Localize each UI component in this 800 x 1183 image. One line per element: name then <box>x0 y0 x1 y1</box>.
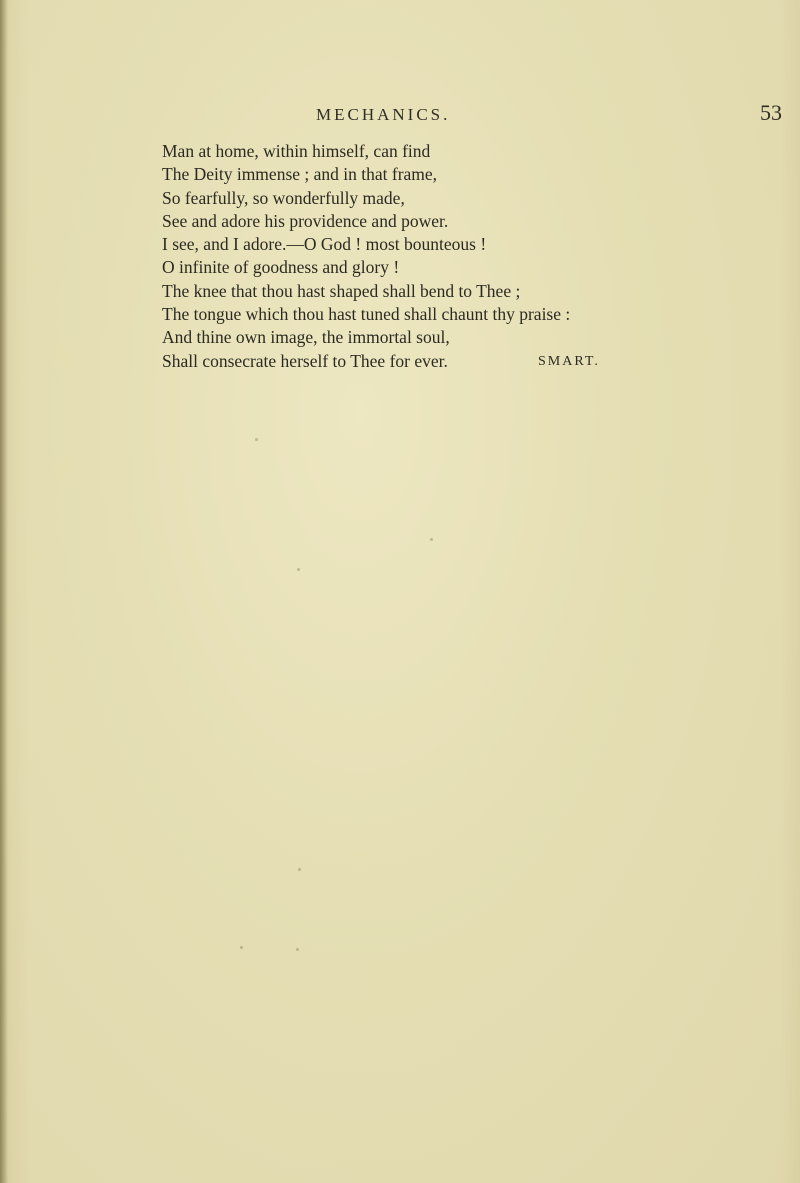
poem-line: Man at home, within himself, can find <box>162 141 431 161</box>
author-attribution: SMART. <box>538 353 600 369</box>
poem-text <box>162 140 772 373</box>
poem-line: The tongue which thou hast tuned shall chaunt thy praise : <box>162 304 571 325</box>
page-number: 53 <box>760 100 782 125</box>
paper-speck <box>297 568 300 571</box>
poem-line-last <box>162 350 772 373</box>
poem-line: The Deity immense ; and in that frame, <box>162 164 438 185</box>
poem-line: I see, and I adore.—O God ! most bounteous ! <box>162 234 487 255</box>
paper-speck <box>296 948 299 951</box>
poem-line: And thine own image, the immortal soul, <box>162 327 450 348</box>
poem-line: The knee that thou hast shaped shall bend to Thee ; <box>162 280 521 301</box>
poem-line: See and adore his providence and power. <box>162 210 449 231</box>
binding-shadow <box>0 0 8 1183</box>
poem-line: So fearfully, so wonderfully made, <box>162 187 405 208</box>
paper-speck <box>298 868 301 871</box>
paper-speck <box>430 538 433 541</box>
poem-line-text: Shall consecrate herself to Thee for ever. <box>162 350 448 371</box>
paper-speck <box>255 438 258 441</box>
running-head: MECHANICS. <box>316 105 451 124</box>
poem-line: O infinite of goodness and glory ! <box>162 257 400 278</box>
paper-speck <box>240 946 243 949</box>
